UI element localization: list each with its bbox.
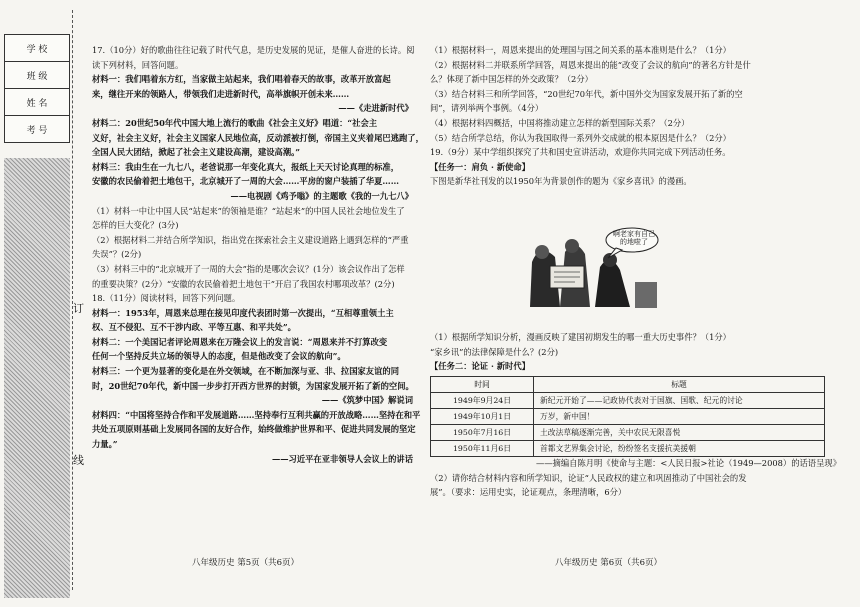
student-info-table — [4, 34, 70, 143]
page6-column-lower — [430, 330, 845, 374]
material-1: 材料一：我们唱着东方红，当家做主站起来，我们唱着春天的故事，改革开放富起 — [92, 74, 391, 85]
q19-sub2-cont: 展”。（要求：运用史实，论证观点，条理清晰，6分） — [430, 487, 627, 498]
q19-sub2: （2）请你结合材料内容和所学知识，论证“人民政权的建立和巩固推动了中国社会的发 — [430, 472, 747, 483]
margin-char-ding: 订 — [73, 302, 84, 315]
q17-stem: 17.（10分）好的歌曲往往记载了时代气息，是历史发展的见证，是催人奋进的长诗。阅 — [92, 45, 415, 55]
table-row: 1949年9月24日 新纪元开始了——记政协代表对于国旗、国歌、纪元的讨论 — [431, 393, 825, 409]
timeline-table — [430, 376, 825, 457]
q17-sub3-cont: 的重要决策？(2分）“安徽的农民偷着把土地包干”开启了我国农村哪项改革？(2分) — [92, 278, 395, 289]
page5-footer: 八年级历史 第5页（共6页） — [192, 558, 300, 568]
table-header-time: 时间 — [431, 377, 534, 393]
q18-material-4-cont2: 力量。” — [92, 439, 118, 450]
speech-bubble-text: 啊老家有自己的地啦了 — [613, 230, 655, 246]
table-row: 1950年7月16日 土改法草稿逐渐完善，关中农民无限喜悦 — [431, 425, 825, 441]
q18-material-1-cont: 权、互不侵犯、互不干涉内政、平等互惠、和平共处”。 — [92, 322, 296, 333]
q18-material-2-cont: 任何一个坚持反共立场的领导人的态度，但是他改变了会议的航向”。 — [92, 351, 346, 362]
material-3: 材料三：我由生在一九七八，老爸说那一年变化真大，报纸上天天讨论真理的标准， — [92, 161, 399, 172]
q18-material-4: 材料四：“中国将坚持合作和平发展道路……坚持奉行互利共赢的开放战略……坚持在和平 — [92, 409, 421, 420]
table-row: 1949年10月1日 万岁，新中国！ — [431, 409, 825, 425]
binding-gutter — [4, 30, 70, 590]
material-1-cont: 来，继往开来的领路人，带领我们走进新时代，高举旗帜开创未来…… — [92, 88, 350, 99]
q18-sub3: （3）结合材料三和所学回答，“20世纪70年代，新中国外交为国家发展开拓了新的空 — [430, 88, 743, 99]
q18-material-4-source: ——习近平在亚非领导人会议上的讲话 — [271, 453, 413, 464]
page6-column-bottom — [430, 456, 845, 500]
material-1-source: ——《走进新时代》 — [338, 103, 413, 114]
page6-column — [430, 43, 845, 189]
page5-column — [92, 43, 424, 466]
table-row: 1950年11月6日 首都文艺界集会讨论，纷纷签名支援抗美援朝 — [431, 441, 825, 457]
page6-footer: 八年级历史 第6页（共6页） — [555, 558, 663, 568]
hatched-block — [4, 158, 70, 598]
letter-from-home-cartoon — [520, 222, 660, 312]
q18-stem: 18.（11分）阅读材料，回答下列问题。 — [92, 293, 241, 304]
q17-sub3: （3）材料三中的“北京城开了一周的大会”指的是哪次会议？(1分）该会议作出了怎样 — [92, 263, 405, 274]
cartoon-intro: 下图是新华社刊发的以1950年为背景创作的题为《家乡喜讯》的漫画。 — [430, 176, 692, 187]
material-2-cont2: 全国人民大团结，掀起了社会主义建设高潮，建设高潮。” — [92, 147, 301, 158]
q18-material-3-cont: 时，20世纪70年代，新中国一步步打开西方世界的封锁，为国家发展开拓了新的空间。 — [92, 380, 414, 391]
school-label: 学 校 — [5, 35, 70, 62]
q18-material-4-cont: 共处五项原则基础上发展同各国的友好合作，始终做维护世界和平、促进共同发展的坚定 — [92, 424, 416, 435]
q18-material-3-source: ——《筑梦中国》解说词 — [321, 395, 413, 406]
q18-material-2: 材料二：一个美国记者评论周恩来在万隆会议上的发言说：“周恩来并不打算改变 — [92, 336, 388, 347]
q18-sub5: （5）结合所学总结，你认为我国取得一系列外交成就的根本原因是什么？（2分） — [430, 132, 731, 143]
q19-sub1-cont: “家乡讯”的法律保障是什么？(2分) — [430, 346, 559, 357]
margin-char-xian: 线 — [73, 454, 84, 467]
q17-sub2: （2）根据材料二并结合所学知识，指出党在探索社会主义建设道路上遇到怎样的“严重 — [92, 234, 409, 245]
q17-stem-2: 读下列材料，回答问题。 — [92, 59, 184, 70]
task-2-heading: 【任务二：论证 · 新时代】 — [430, 361, 530, 372]
material-3-source: ——电视剧《鸡予嗡》的主题歌《我的一九七八》 — [230, 190, 413, 201]
material-2: 材料二：20世纪50年代中国大地上流行的歌曲《社会主义好》唱道：“社会主 — [92, 117, 378, 128]
material-2-cont: 义好，社会主义好，社会主义国家人民地位高，反动派被打倒，帝国主义夹着尾巴逃跑了， — [92, 132, 424, 143]
class-label: 班 级 — [5, 62, 70, 89]
q18-material-3: 材料三：一个更为显著的变化是在外交领域，在不断加深与亚、非、拉国家友谊的同 — [92, 366, 399, 377]
q19-stem: 19.（9分）某中学组织探究了共和国史宣讲活动，欢迎你共同完成下列活动任务。 — [430, 147, 731, 158]
q18-sub2: （2）根据材料二并联系所学回答，周恩来提出的能“改变了会议的航向”的著名方针是什 — [430, 59, 751, 70]
table-source: ——摘编自陈月明《使命与主题：<人民日报>社论（1949—2008）的话语呈现》 — [535, 458, 841, 468]
task-1-heading: 【任务一：肩负 · 新使命】 — [430, 161, 530, 172]
q19-sub1: （1）根据所学知识分析，漫画反映了建国初期发生的哪一重大历史事件？（1分） — [430, 332, 731, 342]
material-3-cont: 安徽的农民偷着把土地包干，北京城开了一周的大会……平房的窗户装插了华夏…… — [92, 176, 399, 187]
q18-material-1: 材料一：1953年，周恩来总理在接见印度代表团时第一次提出，“互相尊重领土主 — [92, 307, 394, 318]
table-header-title: 标题 — [534, 377, 825, 393]
q18-sub4: （4）根据材料四概括，中国将推动建立怎样的新型国际关系？（2分） — [430, 117, 690, 128]
q17-sub1: （1）材料一中让中国人民“站起来”的领袖是谁？“站起来”的中国人民社会地位发生了 — [92, 205, 405, 216]
q18-sub1: （1）根据材料一，周恩来提出的处理国与国之间关系的基本准则是什么？（1分） — [430, 45, 731, 55]
q18-sub2-cont: 么？体现了新中国怎样的外交政策？（2分） — [430, 74, 593, 85]
q18-sub3-cont: 间”，请列举两个事例。（4分） — [430, 103, 544, 114]
q17-sub2-cont: 失误”？(2分) — [92, 249, 142, 260]
q17-sub1-cont: 怎样的巨大变化？(3分) — [92, 220, 179, 231]
exam-number-label: 考 号 — [5, 116, 70, 143]
name-label: 姓 名 — [5, 89, 70, 116]
